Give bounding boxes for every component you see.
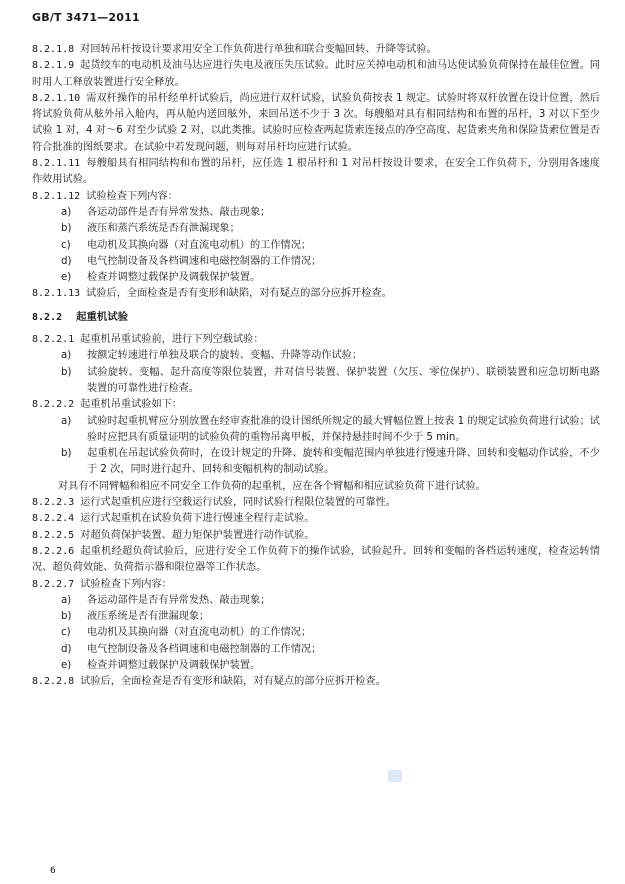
section-number: 8.2.2 [32,311,63,323]
clause-number: 8.2.1.12 [32,190,81,202]
list-item-text: 检查并调整过载保护及调载保护装置。 [87,272,261,284]
list-item [32,348,600,364]
list-item-label: a) [61,415,72,427]
clause-number: 8.2.1.11 [32,158,81,170]
list-item [32,593,600,609]
clause-text: 每艘船具有相同结构和布置的吊杆，应任选 1 根吊杆和 1 对吊杆按设计要求，在安全工作负荷下，分别用各速度作效用试验。 [32,158,600,186]
list-item-text: 电气控制设备及各档调速和电磁控制器的工作情况； [87,643,322,655]
clause-paragraph [32,42,600,58]
clause-text: 需双杆操作的吊杆经单杆试验后，尚应进行双杆试验，试验负荷按表 1 规定。试验时将双杆放置在设计位置，然后将试验负荷从舷外吊入舱内，再从舱内送回舷外，来回吊送不少于 3 次。每艘船对具有相同结构和布置的吊杆，3 对以下至少试验 1 对，4 对～6 对至少试验 2 对，以此类推。试验时应检查两起货索连接点的净空高度、起货索夹角和保险货索位置是否符合批准的图纸要求。在试验中若发现问题，则每对吊杆均应进行试验。 [32,92,600,153]
clause-number: 8.2.1.9 [32,60,75,72]
list-item [32,446,600,479]
clause-paragraph [32,286,600,302]
list-item-label: a) [61,594,72,606]
clause-text: 试验检查下列内容： [86,190,178,202]
list-item [32,658,600,674]
clause-text: 起重机经超负荷试验后，应进行安全工作负荷下的操作试验，试验起升、回转和变幅的各档运转速度，检查运转情况、超负荷效能、负荷指示器和限位器等工作状态。 [32,545,600,574]
clause-paragraph [32,156,600,189]
list-item-label: b) [61,366,72,378]
clause-number: 8.2.1.10 [32,92,81,104]
clause-number: 8.2.2.7 [32,578,75,590]
list-item-label: c) [61,239,71,251]
clause-number: 8.2.2.8 [32,676,75,688]
page-number: 6 [50,866,56,876]
clause-text: 试验检查下列内容： [80,578,172,590]
list-item [32,238,600,254]
clause-paragraph [32,397,600,413]
list-item [32,625,600,641]
list-item [32,365,600,398]
list-item [32,221,600,237]
clause-paragraph [32,511,600,527]
clause-paragraph [32,189,600,205]
list-item-label: c) [61,627,71,639]
list-item-text: 电动机及其换向器（对直流电动机）的工作情况； [87,239,312,251]
list-item-label: d) [61,255,72,267]
clause-number: 8.2.1.13 [32,288,81,300]
list-item-text: 检查并调整过载保护及调载保护装置。 [87,659,261,671]
list-item-label: a) [61,206,72,218]
list-item-text: 电气控制设备及各档调速和电磁控制器的工作情况； [87,255,322,267]
clause-paragraph [32,674,600,690]
list-item [32,609,600,625]
clause-text: 起重机吊重试验如下： [80,399,183,411]
clause-number: 8.2.2.2 [32,399,75,411]
clause-number: 8.2.1.8 [32,44,75,55]
clause-number: 8.2.2.6 [32,545,75,557]
clause-paragraph [32,332,600,348]
list-item [32,270,600,286]
clause-paragraph [32,58,600,91]
list-item-text: 各运动部件是否有异常发热、敲击现象； [87,594,271,606]
list-item-text: 各运动部件是否有异常发热、敲击现象； [87,206,271,218]
list-item-label: e) [61,659,72,671]
list-item-label: d) [61,643,72,655]
clause-text: 试验后，全面检查是否有变形和缺陷，对有疑点的部分应拆开检查。 [80,676,386,688]
clause-number: 8.2.2.3 [32,497,75,509]
list-item [32,254,600,270]
list-item-text: 液压系统是否有泄漏现象； [87,611,210,623]
list-item-label: a) [61,350,72,362]
clause-text: 对回转吊杆按设计要求用安全工作负荷进行单独和联合变幅回转、升降等试验。 [80,44,437,55]
clause-text: 对超负荷保护装置、超力矩保护装置进行动作试验。 [80,529,315,541]
list-item-text: 起重机在吊起试验负荷时，在设计规定的升降、旋转和变幅范围内单独进行慢速升降、回转和变幅动作试验，不少于 2 次，同时进行起升、回转和变幅机构的制动试验。 [87,448,600,476]
list-item [32,642,600,658]
list-item-text: 电动机及其换向器（对直流电动机）的工作情况； [87,627,312,639]
plain-paragraph: 对具有不同臂幅和相应不同安全工作负荷的起重机，应在各个臂幅和相应试验负荷下进行试验。 [58,480,486,492]
clause-text: 试验后，全面检查是否有变形和缺陷，对有疑点的部分应拆开检查。 [86,288,392,300]
clause-number: 8.2.2.4 [32,513,75,525]
clause-paragraph [32,577,600,593]
clause-paragraph [32,91,600,156]
list-item-text: 按额定转速进行单独及联合的旋转、变幅、升降等动作试验； [87,350,363,362]
clause-paragraph [32,495,600,511]
section-heading [32,309,600,326]
clause-number: 8.2.2.1 [32,334,75,346]
list-item-label: b) [61,223,72,235]
list-item-text: 试验时起重机臂应分别放置在经审查批准的设计图纸所规定的最大臂幅位置上按表 1 的规定试验负荷进行试验；试验时应把具有质量证明的试验负荷的重物吊离甲板，并保持悬挂时间不少于 5 min。 [87,415,600,443]
list-item-text: 液压和蒸汽系统是否有泄漏现象； [87,223,240,235]
list-item-label: b) [61,611,72,623]
list-item-label: b) [61,448,72,460]
clause-paragraph [32,528,600,544]
clause-paragraph [32,544,600,577]
clause-text: 运行式起重机应进行空载运行试验，同时试验行程限位装置的可靠性。 [80,497,396,509]
clause-text: 起货绞车的电动机及油马达应进行失电及液压失压试验。此时应关掉电动机和油马达使试验负荷保持在最佳位置。同时用人工释放装置进行安全释放。 [32,60,600,88]
clause-text: 运行式起重机在试验负荷下进行慢速全程行走试验。 [80,513,315,525]
list-item [32,414,600,447]
standard-code-header: GB/T 3471—2011 [32,11,140,24]
clause-text: 起重机吊重试验前，进行下列空载试验： [80,334,264,346]
list-item [32,205,600,221]
list-item-label: e) [61,272,72,284]
section-title: 起重机试验 [76,310,129,323]
document-body [32,42,600,691]
clause-number: 8.2.2.5 [32,529,75,541]
watermark-mark [388,770,402,782]
list-item-text: 试验旋转、变幅、起升高度等限位装置，并对信号装置、保护装置（欠压、零位保护）、联锁装置和应急切断电路装置的可靠性进行检查。 [87,366,600,394]
